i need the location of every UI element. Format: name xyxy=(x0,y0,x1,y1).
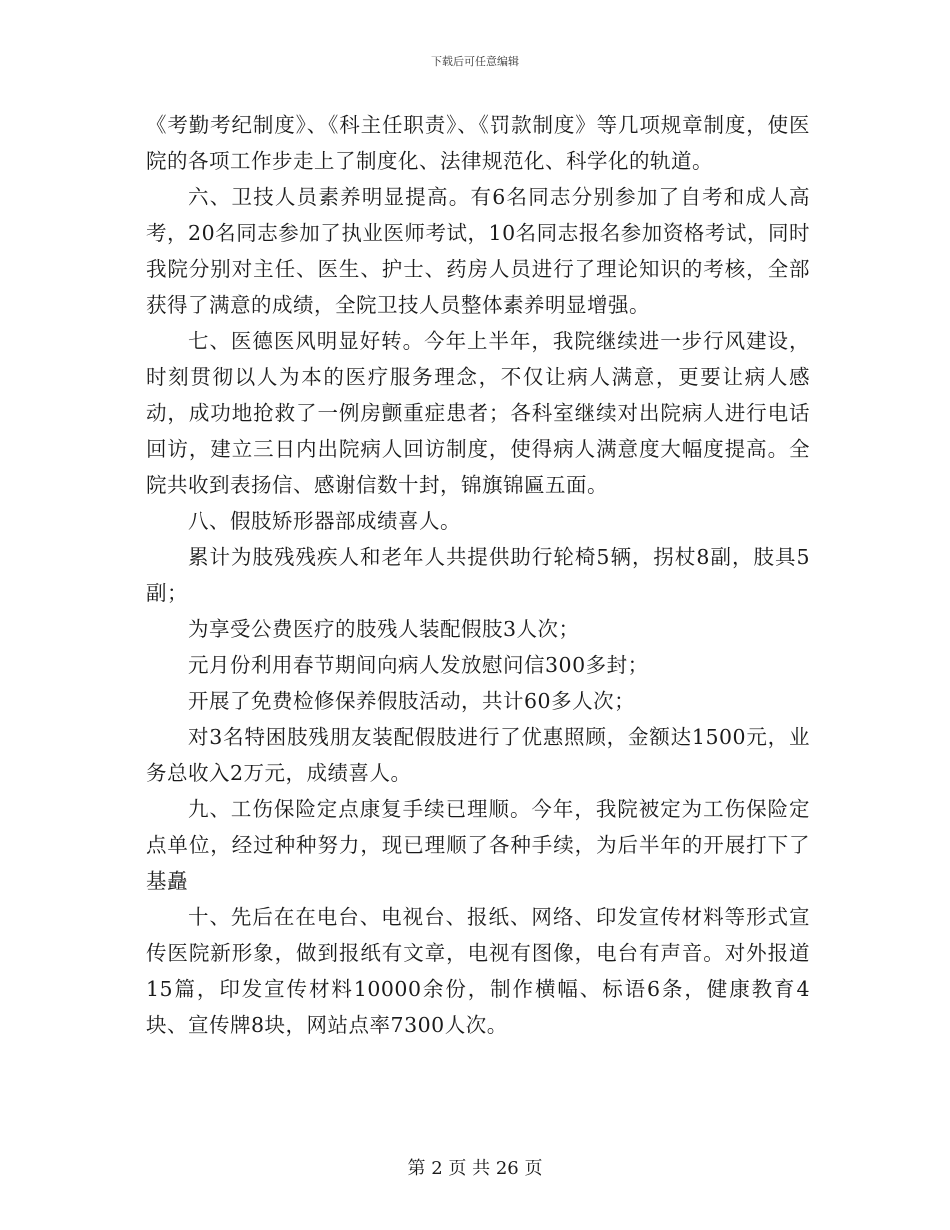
paragraph-6: 为享受公费医疗的肢残人装配假肢3人次； xyxy=(188,617,580,641)
paragraph-7: 元月份利用春节期间向病人发放慰问信300多封； xyxy=(188,653,649,677)
paragraph-10: 九、工伤保险定点康复手续已理顺。今年，我院被定为工伤保险定点单位，经过种种努力，现已理顺了各种手续，为后半年的开展打下了基矗 xyxy=(146,797,810,893)
paragraph-2: 六、卫技人员素养明显提高。有6名同志分别参加了自考和成人高考，20名同志参加了执业医师考试，10名同志报名参加资格考试，同时我院分别对主任、医生、护士、药房人员进行了理论知识的考核，全部获得了满意的成绩，全院卫技人员整体素养明显增强。 xyxy=(146,185,810,317)
paragraph-11: 十、先后在在电台、电视台、报纸、网络、印发宣传材料等形式宣传医院新形象，做到报纸有文章，电视有图像，电台有声音。对外报道15篇，印发宣传材料10000余份，制作横幅、标语6条，健康教育4块、宣传牌8块，网站点率7300人次。 xyxy=(146,905,810,1037)
page-footer: 第 2 页 共 26 页 xyxy=(407,1158,543,1179)
paragraph-4: 八、假肢矫形器部成绩喜人。 xyxy=(188,509,461,533)
paragraph-8: 开展了免费检修保养假肢活动，共计60多人次； xyxy=(188,689,636,713)
paragraph-9: 对3名特困肢残朋友装配假肢进行了优惠照顾，金额达1500元，业务总收入2万元，成绩喜人。 xyxy=(146,725,810,785)
page-header: 下载后可任意编辑 xyxy=(431,55,519,68)
paragraph-1: 《考勤考纪制度》、《科主任职责》、《罚款制度》等几项规章制度，使医院的各项工作步走上了制度化、法律规范化、科学化的轨道。 xyxy=(146,113,810,173)
paragraph-5: 累计为肢残残疾人和老年人共提供助行轮椅5辆，拐杖8副，肢具5副； xyxy=(146,545,810,605)
document-body xyxy=(146,107,810,1043)
paragraph-3: 七、医德医风明显好转。今年上半年，我院继续进一步行风建设，时刻贯彻以人为本的医疗服务理念，不仅让病人满意，更要让病人感动，成功地抢救了一例房颤重症患者；各科室继续对出院病人进行电话回访，建立三日内出院病人回访制度，使得病人满意度大幅度提高。全院共收到表扬信、感谢信数十封，锦旗锦匾五面。 xyxy=(146,329,810,497)
